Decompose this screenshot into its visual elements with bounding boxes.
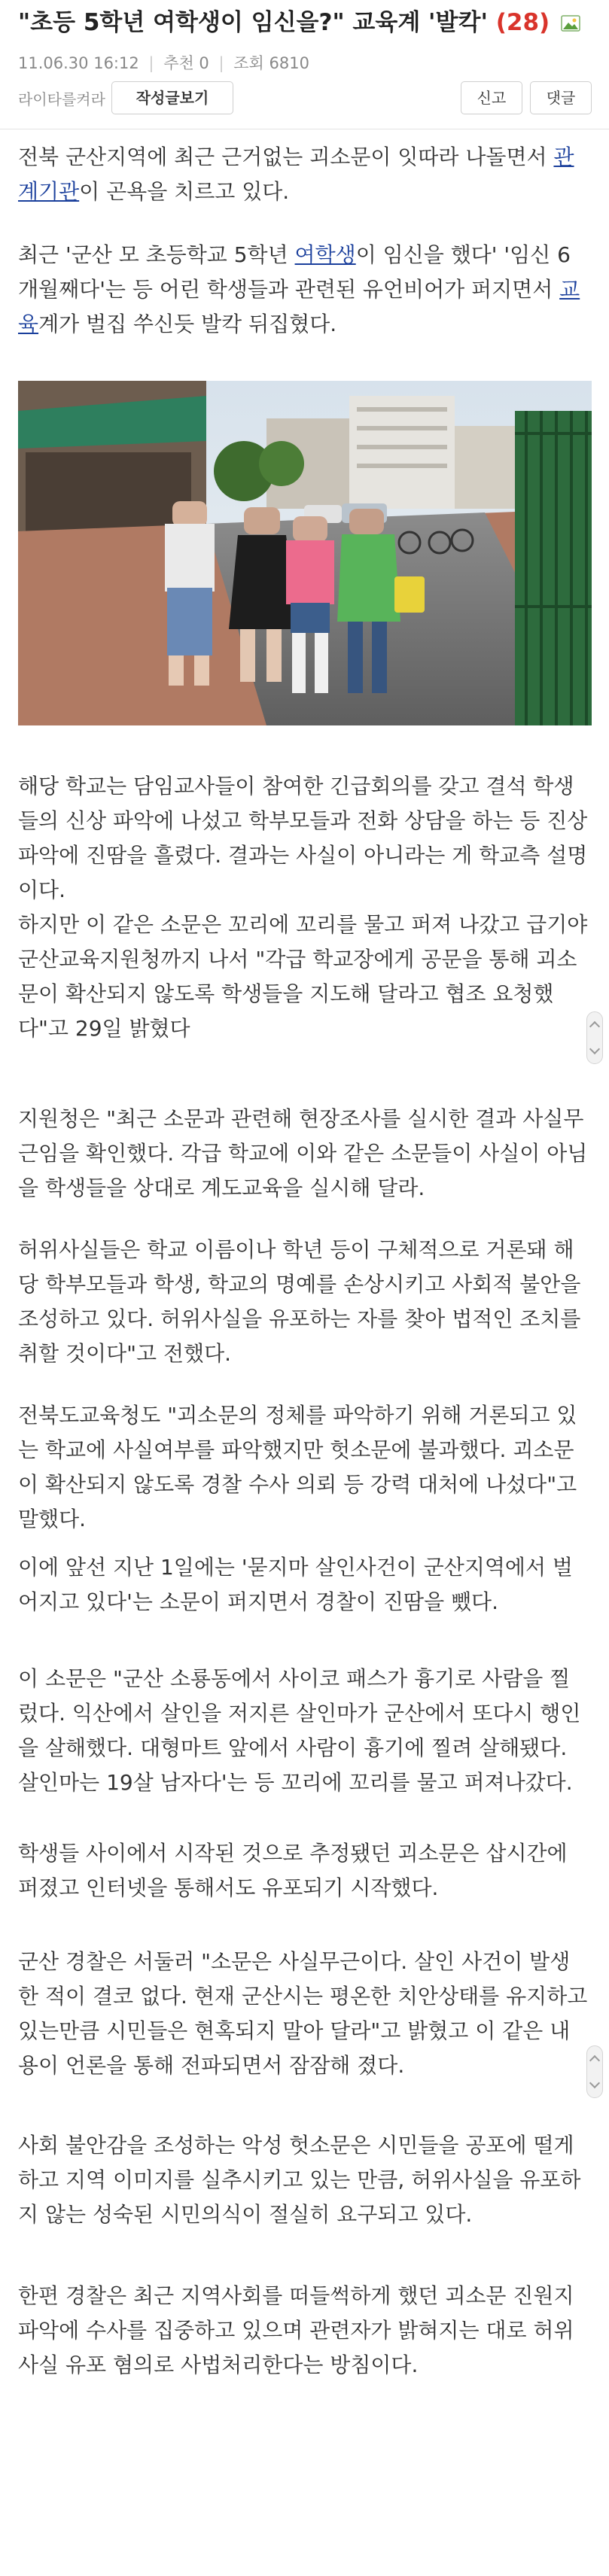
post-title-line [18,5,580,41]
paragraph-5: 지원청은 "최근 소문과 관련해 현장조사를 실시한 결과 사실무근임을 확인했다. 각급 학교에 이와 같은 소문들이 사실이 아님을 학생들을 상대로 계도교육을 실시해 달라. [18,1106,588,1200]
meta-separator: | [218,54,224,72]
reply-button[interactable]: 댓글 [530,81,592,114]
post-date: 11.06.30 [18,54,89,72]
scroll-handle[interactable] [586,1011,603,1064]
post-actions [0,81,609,117]
paragraph-10: 학생들 사이에서 시작된 것으로 추정됐던 괴소문은 삽시간에 퍼졌고 인터넷을 통해서도 유포되기 시작했다. [18,1841,568,1900]
scroll-up-icon [589,2055,600,2066]
meta-separator: | [148,54,154,72]
view-posts-button[interactable]: 작성글보기 [111,81,233,114]
paragraph-3: 해당 학교는 담임교사들이 참여한 긴급회의를 갖고 결석 학생들의 신상 파악에 나섰고 학부모들과 전화 상담을 하는 등 진상파악에 진땀을 흘렸다. 결과는 사실이 아니라는 게 학교측 설명이다. [18,774,588,902]
link-related-agency[interactable]: 관계기관 [18,144,574,204]
post-meta [18,51,309,74]
scroll-handle[interactable] [586,2045,603,2098]
paragraph-12: 사회 불안감을 조성하는 악성 헛소문은 시민들을 공포에 떨게 하고 지역 이미지를 실추시키고 있는 만큼, 허위사실을 유포하지 않는 성숙된 시민의식이 절실히 요구되고 있다. [18,2133,581,2227]
paragraph-text: 최근 '군산 모 초등학교 5학년 [18,242,295,267]
article-photo [18,381,592,725]
link-female-student[interactable]: 여학생 [294,242,356,267]
author-name[interactable]: 라이타를켜라 [18,90,105,108]
paragraph-8: 이에 앞선 지난 1일에는 '묻지마 살인사건이 군산지역에서 벌어지고 있다'는 소문이 퍼지면서 경찰이 진땀을 뺐다. [18,1555,573,1614]
paragraph-text: 이 임신을 했다' '임신 6개월째다'는 등 어린 학생들과 관련된 유언비어가 퍼지면서 [18,242,571,302]
paragraph-7: 전북도교육청도 "괴소문의 정체를 파악하기 위해 거론되고 있는 학교에 사실여부를 파악했지만 헛소문에 불과했다. 괴소문이 확산되지 않도록 경찰 수사 의뢰 등 강력 대처에 나섰다"고 말했다. [18,1403,577,1531]
comment-count[interactable]: (28) [495,9,550,36]
paragraph-text: 이 곤욕을 치르고 있다. [79,179,290,204]
paragraph-1 [18,140,590,209]
scroll-up-icon [589,1021,600,1032]
image-attachment-icon [561,15,580,32]
paragraph-9: 이 소문은 "군산 소룡동에서 사이코 패스가 흉기로 사람을 찔렀다. 익산에서 살인을 저지른 살인마가 군산에서 또다시 행인을 살해했다. 대형마트 앞에서 사람이 흉기에 찔려 살해됐다. 살인마는 19살 남자다'는 등 꼬리에 꼬리를 물고 퍼져나갔다. [18,1666,581,1795]
paragraph-13: 한편 경찰은 최근 지역사회를 떠들썩하게 했던 괴소문 진원지 파악에 수사를 집중하고 있으며 관련자가 밝혀지는 대로 허위사실 유포 혐의로 사법처리한다는 방침이다. [18,2283,574,2377]
post-header [0,0,609,129]
post-time: 16:12 [93,54,139,72]
paragraph-4: 하지만 이 같은 소문은 꼬리에 꼬리를 물고 퍼져 나갔고 급기야 군산교육지원청까지 나서 "각급 학교장에게 공문을 통해 괴소문이 확산되지 않도록 학생들을 지도해 달라고 협조 요청했다"고 29일 밝혔다 [18,912,588,1041]
paragraph-2 [18,238,590,342]
scroll-down-icon [589,2078,600,2088]
paragraph-text: 계가 벌집 쑤신듯 발칵 뒤집혔다. [38,312,337,336]
scroll-down-icon [589,1044,600,1054]
report-button[interactable]: 신고 [461,81,522,114]
paragraph-text: 전북 군산지역에 최근 근거없는 괴소문이 잇따라 나돌면서 [18,144,554,169]
view-count: 조회 6810 [233,54,309,72]
post-title: "초등 5학년 여학생이 임신을?" 교육계 '발칵' [18,9,488,36]
paragraph-6: 허위사실들은 학교 이름이나 학년 등이 구체적으로 거론돼 해당 학부모들과 학생, 학교의 명예를 손상시키고 사회적 불안을 조성하고 있다. 허위사실을 유포하는 자를 찾아 법적인 조치를 취할 것이다"고 전했다. [18,1237,581,1366]
paragraph-11: 군산 경찰은 서둘러 "소문은 사실무근이다. 살인 사건이 발생한 적이 결코 없다. 현재 군산시는 평온한 치안상태를 유지하고 있는만큼 시민들은 현혹되지 말아 달라"고 밝혔고 이 같은 내용이 언론을 통해 전파되면서 잠잠해 졌다. [18,1949,588,2078]
link-education[interactable]: 교육 [18,277,580,336]
recommend-count: 추천 0 [163,54,209,72]
